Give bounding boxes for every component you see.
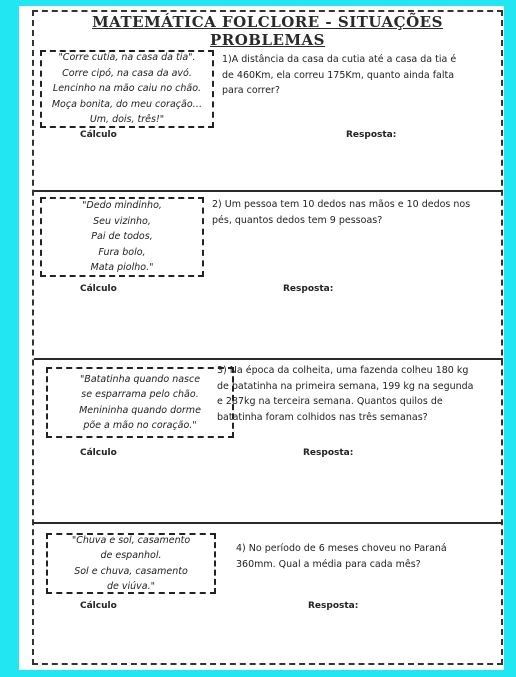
question-1 xyxy=(222,52,456,99)
question-line: para correr? xyxy=(222,85,280,96)
question-line: 2) Um pessoa tem 10 dedos nas mãos e 10 dedos nos xyxy=(212,199,471,210)
question-line: 1)A distância da casa da cutia até a casa da tia é xyxy=(222,54,457,65)
question-2 xyxy=(212,197,470,228)
verse-line: "Dedo mindinho, xyxy=(82,200,162,212)
question-line: batatinha foram colhidos nas três semanas? xyxy=(217,411,428,423)
verse-line: Seu vizinho, xyxy=(93,215,151,227)
section-divider-1 xyxy=(34,190,503,192)
verse-box-2 xyxy=(40,197,204,277)
verse-line: de espanhol. xyxy=(100,550,162,561)
resposta-label-2: Resposta: xyxy=(283,284,334,294)
verse-line: "Chuva e sol, casamento xyxy=(71,534,191,546)
calculo-label-2: Cálculo xyxy=(80,284,117,294)
verse-box-1 xyxy=(40,50,214,128)
calculo-label-4: Cálculo xyxy=(80,601,117,611)
verse-line: Fura bolo, xyxy=(98,246,146,258)
question-line: 360mm. Qual a média para cada mês? xyxy=(236,558,421,570)
verse-line: de viúva." xyxy=(106,581,155,592)
verse-box-4 xyxy=(46,533,216,594)
section-divider-2 xyxy=(34,358,503,360)
question-line: 3) Na época da colheita, uma fazenda colheu 180 kg xyxy=(217,365,469,376)
verse-line: "Corre cutia, na casa da tia". xyxy=(58,52,196,64)
verse-box-3 xyxy=(46,367,234,438)
question-line: e 287kg na terceira semana. Quantos quilos de xyxy=(217,396,443,407)
verse-line: Corre cipó, na casa da avó. xyxy=(62,67,192,79)
question-line: de batatinha na primeira semana, 199 kg na segunda xyxy=(217,380,474,392)
verse-line: se esparrama pelo chão. xyxy=(81,389,199,400)
calculo-label-1: Cálculo xyxy=(80,130,117,140)
resposta-label-3: Resposta: xyxy=(303,448,354,458)
question-4 xyxy=(236,541,447,572)
verse-line: Mata piolho." xyxy=(90,262,154,274)
verse-line: Sol e chuva, casamento xyxy=(74,565,188,577)
verse-line: Pai de todos, xyxy=(91,231,153,243)
verse-line: põe a mão no coração." xyxy=(83,420,197,431)
section-divider-3 xyxy=(34,522,503,524)
resposta-label-4: Resposta: xyxy=(308,601,359,611)
verse-line: Um, dois, três!" xyxy=(89,114,165,126)
worksheet-title: MATEMÁTICA FOLCLORE - SITUAÇÕES PROBLEMAS xyxy=(92,13,443,49)
resposta-label-1: Resposta: xyxy=(346,130,397,140)
question-line: de 460Km, ela correu 175Km, quanto ainda falta xyxy=(222,69,455,81)
calculo-label-3: Cálculo xyxy=(80,448,117,458)
question-line: 4) No período de 6 meses choveu no Paraná xyxy=(236,543,447,554)
verse-line: Menininha quando dorme xyxy=(79,404,201,416)
verse-line: Lencinho na mão caiu no chão. xyxy=(52,83,202,95)
question-3 xyxy=(217,363,474,425)
verse-line: Moça bonita, do meu coração… xyxy=(51,98,203,110)
verse-line: "Batatinha quando nasce xyxy=(79,373,201,385)
question-line: pés, quantos dedos tem 9 pessoas? xyxy=(212,214,383,226)
